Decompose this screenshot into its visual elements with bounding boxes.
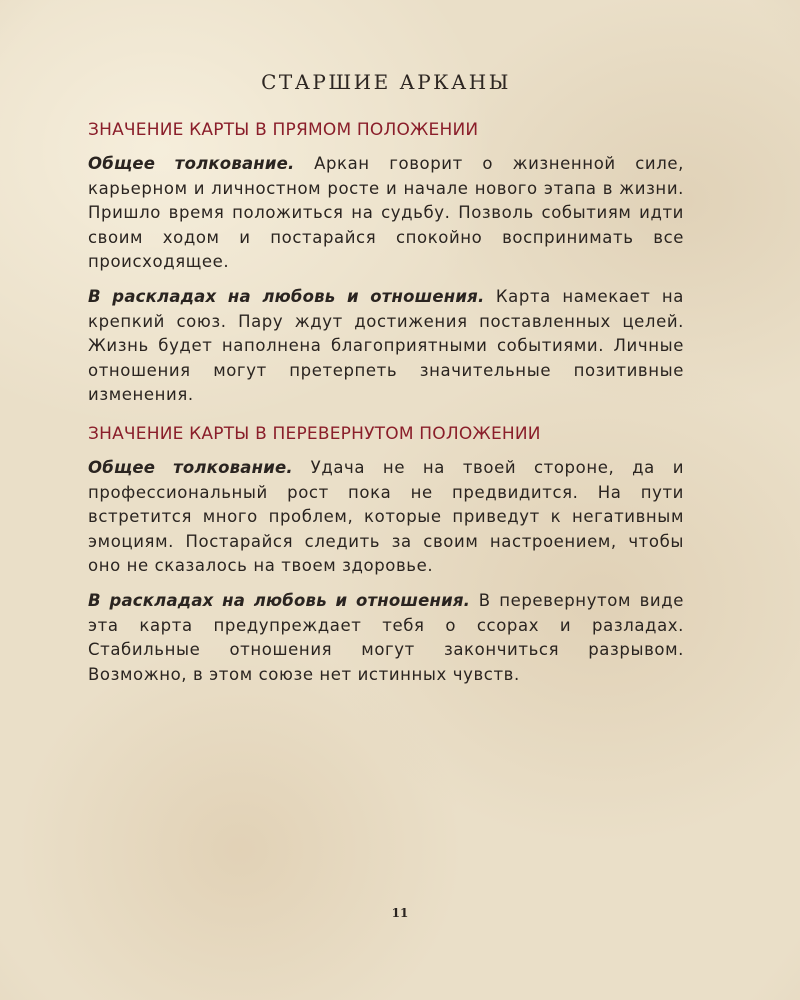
paragraph-text: Аркан говорит о жизненной силе, карьерном и личностном росте и начале нового этапа в жизни. Пришло время положиться на судьбу. Позволь событиям идти своим ходом и постарайся спокойно воспринимать все происходящее. (88, 154, 684, 272)
paragraph-reversed-love (88, 589, 684, 687)
paragraph-lead: Общее толкование. (88, 154, 295, 173)
paragraph-reversed-general (88, 456, 684, 579)
paragraph-upright-love (88, 285, 684, 408)
chapter-title: СТАРШИЕ АРКАНЫ (261, 70, 511, 94)
paragraph-text: Удача не на твоей стороне, да и профессиональный рост пока не предвидится. На пути встретится много проблем, которые приведут к негативным эмоциям. Постарайся следить за своим настроением, чтобы оно не сказалось на твоем здоровье. (88, 457, 685, 576)
page-number: 11 (391, 906, 409, 920)
paragraph-text: В перевернутом виде эта карта предупреждает тебя о ссорах и разладах. Стабильные отношения могут закончиться разрывом. Возможно, в этом союзе нет истинных чувств. (88, 590, 684, 684)
section-reversed (88, 424, 684, 687)
paragraph-lead: В раскладах на любовь и отношения. (88, 286, 485, 306)
paragraph-lead: В раскладах на любовь и отношения. (88, 590, 471, 610)
paragraph-lead: Общее толкование. (88, 457, 293, 477)
page-content (88, 60, 684, 697)
section-upright (88, 120, 684, 408)
section-heading-upright: ЗНАЧЕНИЕ КАРТЫ В ПРЯМОМ ПОЛОЖЕНИИ (88, 120, 479, 140)
paragraph-text: Карта намекает на крепкий союз. Пару ждут достижения поставленных целей. Жизнь будет наполнена благоприятными событиями. Личные отношения могут претерпеть значительные позитивные изменения. (88, 286, 684, 405)
paragraph-upright-general (88, 152, 684, 275)
section-heading-reversed: ЗНАЧЕНИЕ КАРТЫ В ПЕРЕВЕРНУТОМ ПОЛОЖЕНИИ (88, 423, 541, 444)
